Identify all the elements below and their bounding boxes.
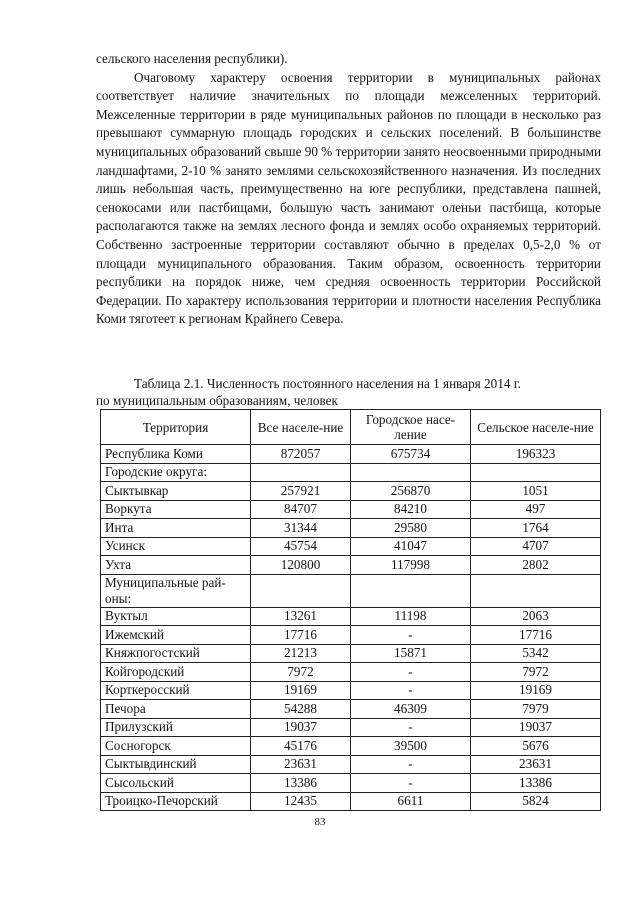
table-cell-name: Республика Коми xyxy=(101,445,251,464)
table-cell-rural: 2802 xyxy=(471,556,601,575)
table-cell-urban: - xyxy=(351,718,471,737)
table-cell-rural: 497 xyxy=(471,500,601,519)
table-row xyxy=(101,626,601,645)
table-cell-urban: - xyxy=(351,626,471,645)
table-cell-rural: 23631 xyxy=(471,755,601,774)
table-caption xyxy=(96,375,601,409)
table-row xyxy=(101,644,601,663)
table-cell-name: Печора xyxy=(101,700,251,719)
table-cell-urban xyxy=(351,574,471,607)
table-row xyxy=(101,700,601,719)
page-number: 83 xyxy=(314,816,326,828)
table-cell-rural xyxy=(471,574,601,607)
table-row xyxy=(101,737,601,756)
table-cell-urban: 15871 xyxy=(351,644,471,663)
table-cell-total: 12435 xyxy=(251,792,351,811)
table-row xyxy=(101,607,601,626)
table-cell-total xyxy=(251,463,351,482)
table-row xyxy=(101,519,601,538)
table-cell-total: 19169 xyxy=(251,681,351,700)
table-cell-urban: 46309 xyxy=(351,700,471,719)
table-cell-urban: 117998 xyxy=(351,556,471,575)
table-cell-name: Княжпогостский xyxy=(101,644,251,663)
table-row xyxy=(101,755,601,774)
table-cell-name: Усинск xyxy=(101,537,251,556)
table-cell-urban: 39500 xyxy=(351,737,471,756)
table-cell-name: Ухта xyxy=(101,556,251,575)
table-cell-name: Сосногорск xyxy=(101,737,251,756)
table-cell-rural: 7979 xyxy=(471,700,601,719)
paragraph-main: Очаговому характеру освоения территории в муниципальных районах соответствует наличие значительных по площади межселенных территорий. Межселенные территории в ряде муниципальных районов по площади в несколько раз превышают суммарную площадь городских и сельских поселений. В большинстве муниципальных образований свыше 90 % территории занято неосвоенными природными ландшафтами, 2-10 % занято землями сельскохозяйственного назначения. Из последних лишь небольшая часть, преимущественно на юге республики, представлена пашней, сенокосами или пастбищами, большую часть занимают оленьи пастбища, которые располагаются также на землях лесного фонда и землях особо охраняемых территорий. Собственно застроенные территории составляют обычно в пределах 0,5-2,0 % от площади муниципального образования. Таким образом, освоенность территории республики на порядок ниже, чем средняя освоенность территории Российской Федерации. По характеру использования территории и плотности населения Республика Коми тяготеет к регионам Крайнего Севера. xyxy=(96,69,601,327)
table-caption-line2: по муниципальным образованиям, человек xyxy=(96,393,338,408)
table-cell-rural: 1051 xyxy=(471,482,601,501)
table-cell-urban xyxy=(351,463,471,482)
table-row xyxy=(101,556,601,575)
table-cell-total: 45176 xyxy=(251,737,351,756)
table-cell-name: Муниципальные рай-оны: xyxy=(101,574,251,607)
table-cell-rural: 196323 xyxy=(471,445,601,464)
table-cell-rural: 5676 xyxy=(471,737,601,756)
table-cell-total: 120800 xyxy=(251,556,351,575)
header-urban: Городское насе-ление xyxy=(351,410,471,445)
table-cell-rural: 1764 xyxy=(471,519,601,538)
table-cell-rural xyxy=(471,463,601,482)
table-row xyxy=(101,681,601,700)
table-cell-urban: - xyxy=(351,663,471,682)
table-cell-urban: - xyxy=(351,681,471,700)
table-cell-rural: 4707 xyxy=(471,537,601,556)
table-cell-total: 84707 xyxy=(251,500,351,519)
table-cell-urban: 29580 xyxy=(351,519,471,538)
table-row xyxy=(101,792,601,811)
table-cell-total: 872057 xyxy=(251,445,351,464)
table-cell-total: 23631 xyxy=(251,755,351,774)
table-body xyxy=(101,445,601,811)
table-row xyxy=(101,500,601,519)
table-cell-name: Троицко-Печорский xyxy=(101,792,251,811)
header-rural: Сельское населе-ние xyxy=(471,410,601,445)
table-row xyxy=(101,537,601,556)
table-cell-rural: 19169 xyxy=(471,681,601,700)
table-cell-total: 31344 xyxy=(251,519,351,538)
header-territory: Территория xyxy=(101,410,251,445)
table-cell-name: Корткеросский xyxy=(101,681,251,700)
table-row xyxy=(101,482,601,501)
table-row xyxy=(101,718,601,737)
table-cell-total: 19037 xyxy=(251,718,351,737)
table-cell-name: Ижемский xyxy=(101,626,251,645)
table-row xyxy=(101,574,601,607)
table-cell-name: Сысольский xyxy=(101,774,251,793)
table-header-row xyxy=(101,410,601,445)
body-text xyxy=(96,50,601,329)
table-cell-urban: 6611 xyxy=(351,792,471,811)
table-cell-name: Городские округа: xyxy=(101,463,251,482)
table-cell-total: 7972 xyxy=(251,663,351,682)
population-table xyxy=(100,409,601,811)
table-cell-total: 17716 xyxy=(251,626,351,645)
table-cell-name: Инта xyxy=(101,519,251,538)
table-cell-total: 13261 xyxy=(251,607,351,626)
table-cell-name: Койгородский xyxy=(101,663,251,682)
table-cell-urban: - xyxy=(351,755,471,774)
table-row xyxy=(101,663,601,682)
table-cell-rural: 2063 xyxy=(471,607,601,626)
table-cell-total: 13386 xyxy=(251,774,351,793)
table-cell-urban: 41047 xyxy=(351,537,471,556)
table-cell-total xyxy=(251,574,351,607)
table-cell-total: 54288 xyxy=(251,700,351,719)
table-cell-name: Вуктыл xyxy=(101,607,251,626)
table-cell-rural: 5342 xyxy=(471,644,601,663)
table-cell-urban: 675734 xyxy=(351,445,471,464)
table-row xyxy=(101,445,601,464)
table-cell-name: Воркута xyxy=(101,500,251,519)
table-cell-total: 21213 xyxy=(251,644,351,663)
table-cell-total: 45754 xyxy=(251,537,351,556)
table-cell-rural: 5824 xyxy=(471,792,601,811)
table-cell-urban: 11198 xyxy=(351,607,471,626)
table-cell-name: Сыктывкар xyxy=(101,482,251,501)
table-cell-name: Прилузский xyxy=(101,718,251,737)
table-cell-rural: 17716 xyxy=(471,626,601,645)
table-cell-rural: 19037 xyxy=(471,718,601,737)
table-cell-urban: 256870 xyxy=(351,482,471,501)
table-cell-rural: 13386 xyxy=(471,774,601,793)
header-total: Все населе-ние xyxy=(251,410,351,445)
table-cell-urban: - xyxy=(351,774,471,793)
table-cell-total: 257921 xyxy=(251,482,351,501)
table-cell-rural: 7972 xyxy=(471,663,601,682)
table-row xyxy=(101,463,601,482)
table-caption-line1: Таблица 2.1. Численность постоянного населения на 1 января 2014 г. xyxy=(134,376,521,391)
table-cell-urban: 84210 xyxy=(351,500,471,519)
table-cell-name: Сыктывдинский xyxy=(101,755,251,774)
paragraph-continuation: сельского населения республики). xyxy=(96,51,288,66)
table-row xyxy=(101,774,601,793)
